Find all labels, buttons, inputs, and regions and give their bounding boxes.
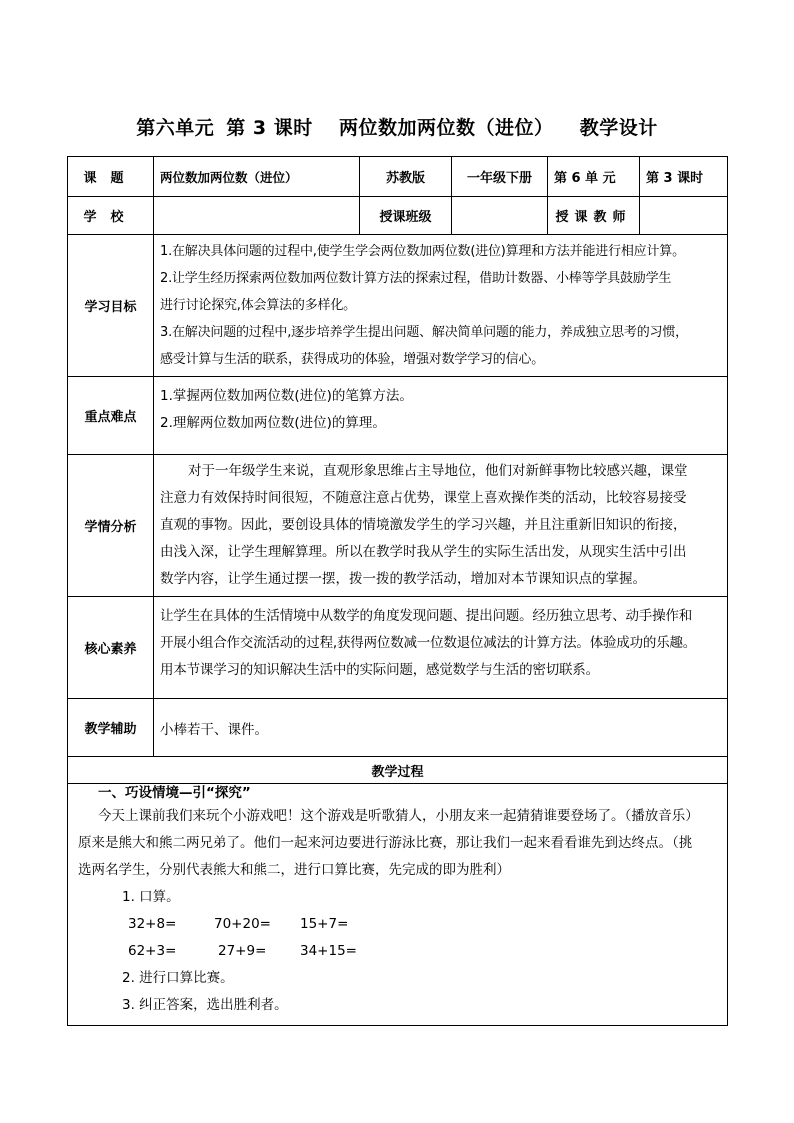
key-points-row bbox=[68, 377, 728, 455]
goals-line: 3.在解决问题的过程中,逐步培养学生提出问题、解决简单问题的能力，养成独立思考的习惯， bbox=[160, 325, 688, 340]
school-row bbox=[68, 197, 728, 235]
analysis-content bbox=[154, 455, 728, 597]
literacy-row bbox=[68, 597, 728, 699]
process-step: 3. 纠正答案，选出胜利者。 bbox=[122, 997, 288, 1013]
literacy-label: 核心素养 bbox=[68, 597, 154, 699]
process-step: 1. 口算。 bbox=[122, 889, 180, 905]
calc-problem: 34+15= bbox=[300, 943, 357, 959]
literacy-line: 用本节课学习的知识解决生活中的实际问题，感觉数学与生活的密切联系。 bbox=[160, 662, 599, 678]
topic-value: 两位数加两位数（进位） bbox=[154, 157, 360, 197]
title-topic: 两位数加两位数（进位） bbox=[338, 117, 554, 139]
literacy-line: 让学生在具体的生活情境中从数学的角度发现问题、提出问题。经历独立思考、动手操作和 bbox=[160, 608, 692, 624]
goals-line: 进行讨论探究,体会算法的多样化。 bbox=[160, 298, 356, 313]
grade-cell: 一年级下册 bbox=[452, 157, 548, 197]
goals-row bbox=[68, 235, 728, 377]
edition-cell: 苏教版 bbox=[360, 157, 452, 197]
process-heading: 教学过程 bbox=[68, 757, 728, 784]
goals-label: 学习目标 bbox=[68, 235, 154, 377]
calc-problem: 70+20= bbox=[214, 916, 271, 932]
topic-row bbox=[68, 157, 728, 197]
lesson-plan-table bbox=[67, 156, 728, 1026]
calc-problem: 62+3= bbox=[128, 943, 177, 959]
key-points-content bbox=[154, 377, 728, 455]
process-intro-line: 选两名学生，分别代表熊大和熊二，进行口算比赛，先完成的即为胜利） bbox=[78, 862, 510, 878]
school-label: 学校 bbox=[83, 210, 138, 225]
title-lesson: 第 3 课时 bbox=[226, 117, 313, 139]
process-section-title: 一、巧设情境—引“探究” bbox=[98, 785, 251, 801]
process-content bbox=[68, 784, 728, 1026]
unit-cell: 第 6 单 元 bbox=[548, 157, 640, 197]
key-point-line: 1.掌握两位数加两位数(进位)的笔算方法。 bbox=[160, 388, 413, 404]
goals-line: 2.让学生经历探索两位数加两位数计算方法的探索过程，借助计数器、小棒等学具鼓励学生 bbox=[160, 271, 672, 286]
class-value bbox=[452, 197, 548, 235]
process-step: 2. 进行口算比赛。 bbox=[122, 970, 234, 986]
analysis-line: 由浅入深，让学生理解算理。所以在教学时我从学生的实际生活出发，从现实生活中引出 bbox=[160, 544, 687, 560]
teacher-label-cell bbox=[548, 197, 640, 235]
teacher-value bbox=[640, 197, 728, 235]
goals-line: 1.在解决具体问题的过程中,使学生学会两位数加两位数(进位)算理和方法并能进行相应计算。 bbox=[160, 244, 685, 259]
school-label-cell bbox=[68, 197, 154, 235]
goals-line: 感受计算与生活的联系，获得成功的体验，增强对数学学习的信心。 bbox=[160, 352, 545, 367]
process-intro-line: 原来是熊大和熊二两兄弟了。他们一起来河边要进行游泳比赛，那让我们一起来看看谁先到达终点。（挑 bbox=[78, 835, 693, 851]
calc-row bbox=[78, 911, 717, 938]
lesson-cell: 第 3 课时 bbox=[640, 157, 728, 197]
class-label: 授课班级 bbox=[360, 197, 452, 235]
teacher-label: 授课教师 bbox=[555, 210, 632, 225]
title-unit: 第六单元 bbox=[136, 117, 215, 139]
analysis-label: 学情分析 bbox=[68, 455, 154, 597]
literacy-line: 开展小组合作交流活动的过程,获得两位数减一位数退位减法的计算方法。体验成功的乐趣。 bbox=[160, 635, 697, 651]
process-heading-row bbox=[68, 757, 728, 784]
analysis-line: 直观的事物。因此，要创设具体的情境激发学生的学习兴趣，并且注重新旧知识的衔接， bbox=[160, 517, 687, 533]
aids-label: 教学辅助 bbox=[68, 699, 154, 757]
topic-label-cell bbox=[68, 157, 154, 197]
title-kind: 教学设计 bbox=[579, 117, 658, 139]
analysis-line: 注意力有效保持时间很短，不随意注意占优势，课堂上喜欢操作类的活动，比较容易接受 bbox=[160, 490, 687, 506]
calc-problem: 27+9= bbox=[218, 943, 267, 959]
calc-problem: 32+8= bbox=[128, 916, 177, 932]
key-points-label: 重点难点 bbox=[68, 377, 154, 455]
analysis-line: 对于一年级学生来说，直观形象思维占主导地位，他们对新鲜事物比较感兴趣，课堂 bbox=[188, 463, 688, 479]
process-row bbox=[68, 784, 728, 1026]
document-title bbox=[0, 113, 794, 140]
topic-label: 课题 bbox=[83, 171, 138, 186]
aids-value: 小棒若干、课件。 bbox=[154, 699, 728, 757]
calc-problem: 15+7= bbox=[300, 916, 349, 932]
school-value bbox=[154, 197, 360, 235]
key-point-line: 2.理解两位数加两位数(进位)的算理。 bbox=[160, 415, 386, 431]
analysis-line: 数学内容，让学生通过摆一摆，拨一拨的教学活动，增加对本节课知识点的掌握。 bbox=[160, 571, 646, 587]
analysis-row bbox=[68, 455, 728, 597]
literacy-content bbox=[154, 597, 728, 699]
goals-content bbox=[154, 235, 728, 377]
calc-row bbox=[78, 938, 717, 965]
aids-row bbox=[68, 699, 728, 757]
process-intro-line: 今天上课前我们来玩个小游戏吧！这个游戏是听歌猜人，小朋友来一起猜猜谁要登场了。（播放音乐） bbox=[98, 808, 699, 824]
